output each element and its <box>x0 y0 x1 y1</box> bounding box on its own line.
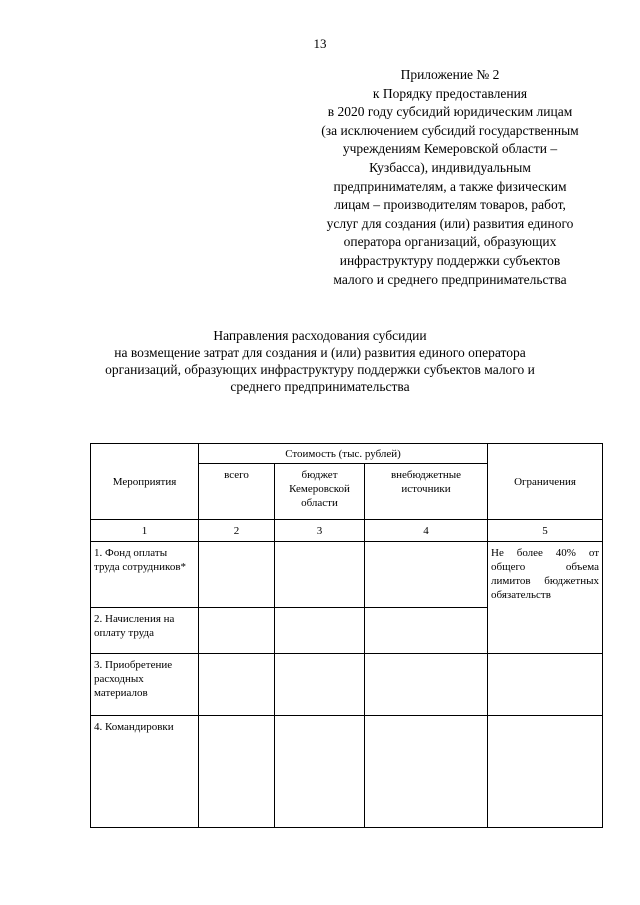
empty-cell <box>275 716 365 828</box>
appendix-line: учреждениям Кемеровской области – <box>342 141 558 157</box>
activity-label: 3. Приобретение расходных материалов <box>94 659 173 699</box>
header-extrabudgetary-label: внебюджетные источники <box>390 469 462 495</box>
header-extrabudgetary <box>365 464 488 520</box>
activity-label: 2. Начисления на оплату труда <box>94 613 175 639</box>
column-number: 1 <box>91 520 199 542</box>
appendix-line: малого и среднего предпринимательства <box>333 271 567 287</box>
title-line: организаций, образующих инфраструктуру поддержки субъектов малого и <box>105 362 535 377</box>
appendix-line: Кузбасса), индивидуальным <box>369 159 531 175</box>
appendix-line: инфраструктуру поддержки субъектов <box>339 252 561 268</box>
restriction-cell <box>488 542 603 654</box>
appendix-line: к Порядку предоставления <box>372 85 528 101</box>
empty-cell <box>275 608 365 654</box>
title-line: среднего предпринимательства <box>230 379 410 394</box>
header-regional-budget <box>275 464 365 520</box>
activity-cell <box>91 608 199 654</box>
activity-cell <box>91 716 199 828</box>
empty-cell <box>365 542 488 608</box>
appendix-line: оператора организаций, образующих <box>343 234 557 250</box>
empty-cell <box>199 654 275 716</box>
appendix-line: в 2020 году субсидий юридическим лицам <box>327 104 573 120</box>
empty-cell <box>199 542 275 608</box>
column-number: 2 <box>199 520 275 542</box>
empty-cell <box>365 654 488 716</box>
appendix-line: предпринимателям, а также физическим <box>333 178 567 194</box>
expenses-table <box>90 443 603 828</box>
appendix-line: Приложение № 2 <box>400 67 500 82</box>
restriction-text: Не более 40% от общего объема лимитов бюджетных обязательств <box>491 547 600 601</box>
empty-cell <box>365 716 488 828</box>
page-number: 13 <box>313 36 327 51</box>
empty-cell <box>275 654 365 716</box>
activity-label: 1. Фонд оплаты труда сотрудников* <box>94 547 187 573</box>
column-number: 4 <box>365 520 488 542</box>
appendix-line: (за исключением субсидий государственным <box>321 122 579 138</box>
document-title <box>60 327 580 395</box>
header-cost: Стоимость (тыс. рублей) <box>199 444 488 464</box>
appendix-line: лицам – производителям товаров, работ, <box>334 197 566 213</box>
appendix-line: услуг для создания (или) развития единого <box>326 215 574 231</box>
table-row <box>91 654 603 716</box>
empty-cell <box>365 608 488 654</box>
table-row <box>91 542 603 608</box>
header-activities: Мероприятия <box>91 444 199 520</box>
empty-cell <box>488 716 603 828</box>
title-line: Направления расходования субсидии <box>213 328 427 343</box>
column-number: 5 <box>488 520 603 542</box>
empty-cell <box>275 542 365 608</box>
activity-cell <box>91 654 199 716</box>
empty-cell <box>488 654 603 716</box>
appendix-header <box>295 66 605 289</box>
table-row <box>91 716 603 828</box>
header-total-label: всего <box>224 469 249 481</box>
activity-label: 4. Командировки <box>94 721 174 733</box>
header-total <box>199 464 275 520</box>
header-restrictions: Ограничения <box>488 444 603 520</box>
activity-cell <box>91 542 199 608</box>
empty-cell <box>199 716 275 828</box>
empty-cell <box>199 608 275 654</box>
title-line: на возмещение затрат для создания и (или) развития единого оператора <box>114 345 526 360</box>
column-number: 3 <box>275 520 365 542</box>
header-regional-budget-label: бюджет Кемеровской области <box>289 469 350 509</box>
